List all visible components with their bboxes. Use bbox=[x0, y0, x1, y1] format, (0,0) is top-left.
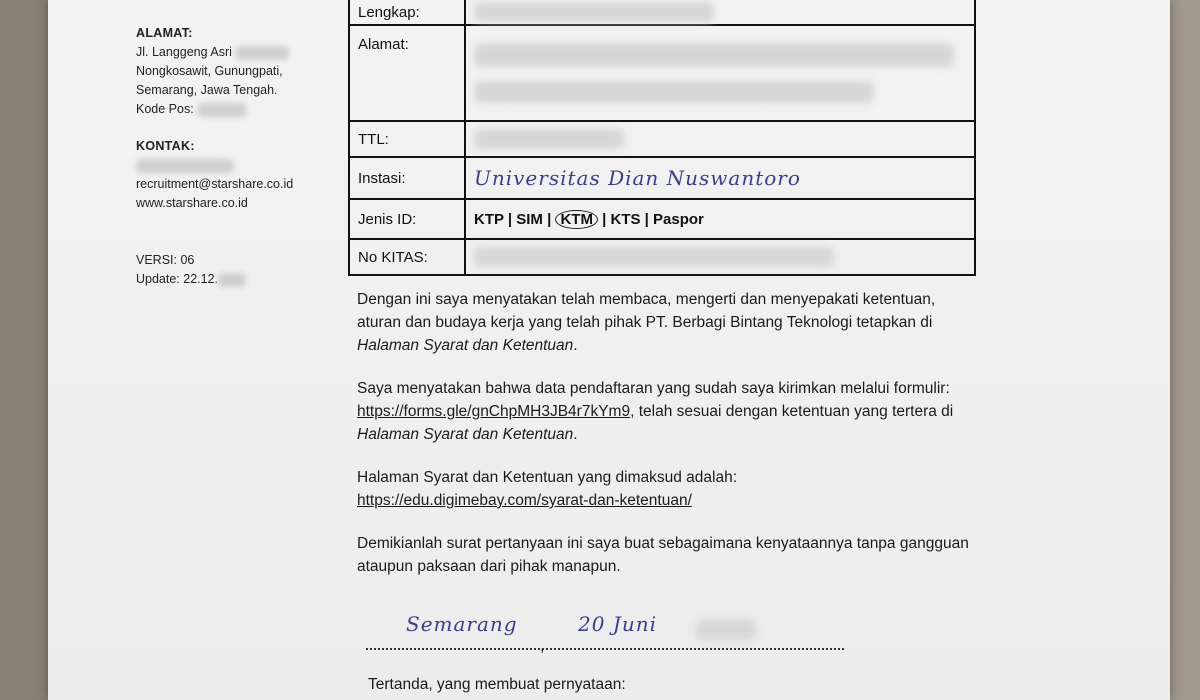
table-row bbox=[349, 239, 975, 275]
signature-date-line bbox=[366, 612, 844, 655]
sign-date: 20 Juni bbox=[578, 612, 657, 636]
tertanda-label: Tertanda, yang membuat pernyataan: bbox=[368, 676, 626, 693]
table-row bbox=[349, 157, 975, 199]
form-link[interactable]: https://forms.gle/gnChpMH3JB4r7kYm9 bbox=[357, 403, 631, 420]
label-instasi: Instasi: bbox=[349, 157, 465, 199]
alamat-heading: ALAMAT: bbox=[136, 26, 193, 40]
alamat-line-2: Nongkosawit, Gunungpati, bbox=[136, 64, 283, 78]
update-label: Update: 22.12. bbox=[136, 270, 336, 289]
label-alamat: Alamat: bbox=[349, 25, 465, 121]
redacted-block bbox=[136, 159, 234, 173]
contact-website: www.starshare.co.id bbox=[136, 196, 248, 210]
label-jenis-id: Jenis ID: bbox=[349, 199, 465, 239]
redacted-block bbox=[474, 247, 834, 267]
redacted-block bbox=[235, 46, 289, 60]
value-kitas bbox=[465, 239, 975, 275]
statement-body bbox=[357, 288, 977, 598]
redacted-block bbox=[474, 129, 624, 149]
redacted-block bbox=[696, 620, 756, 640]
kontak-heading: KONTAK: bbox=[136, 139, 195, 153]
version-label: VERSI: 06 bbox=[136, 253, 195, 267]
redacted-block bbox=[474, 81, 874, 103]
redacted-block bbox=[474, 2, 714, 22]
value-lengkap bbox=[465, 0, 975, 25]
value-ttl bbox=[465, 121, 975, 157]
table-row bbox=[349, 0, 975, 25]
terms-link[interactable]: https://edu.digimebay.com/syarat-dan-ketentuan/ bbox=[357, 492, 692, 509]
table-row bbox=[349, 199, 975, 239]
paragraph-4: Demikianlah surat pertanyaan ini saya buat sebagaimana kenyataannya tanpa gangguan ataupun paksaan dari pihak manapun. bbox=[357, 535, 969, 575]
redacted-block bbox=[197, 103, 247, 117]
redacted-block bbox=[218, 273, 246, 287]
label-kitas: No KITAS: bbox=[349, 239, 465, 275]
alamat-line-3: Semarang, Jawa Tengah. bbox=[136, 83, 278, 97]
jenis-ktm-circled: KTM bbox=[555, 210, 598, 229]
identity-form-table bbox=[348, 0, 976, 276]
jenis-ktp-sim: KTP | SIM | bbox=[474, 210, 552, 228]
value-alamat bbox=[465, 25, 975, 121]
sign-comma: , bbox=[540, 638, 545, 655]
alamat-line-1: Jl. Langgeng Asri bbox=[136, 43, 336, 62]
redacted-block bbox=[474, 43, 954, 67]
instasi-handwritten: Universitas Dian Nuswantoro bbox=[474, 166, 801, 190]
contact-email: recruitment@starshare.co.id bbox=[136, 177, 294, 191]
paragraph-2: Saya menyatakan bahwa data pendaftaran yang sudah saya kirimkan melalui formulir: https://forms.gle/gnChpMH3JB4r7kYm9, telah sesuai dengan ketentuan yang tertera di Halaman Syarat dan Ketentuan. bbox=[357, 380, 954, 443]
paragraph-3: Halaman Syarat dan Ketentuan yang dimaksud adalah: https://edu.digimebay.com/syarat-dan-ketentuan/ bbox=[357, 469, 737, 509]
label-lengkap: Lengkap: bbox=[349, 0, 465, 25]
table-row bbox=[349, 25, 975, 121]
label-ttl: TTL: bbox=[349, 121, 465, 157]
paragraph-1: Dengan ini saya menyatakan telah membaca, mengerti dan menyepakati ketentuan, aturan dan budaya kerja yang telah pihak PT. Berbagi Bintang Teknologi tetapkan di Halaman Syarat dan Ketentuan. bbox=[357, 291, 936, 354]
value-jenis-id bbox=[465, 199, 975, 239]
jenis-rest: | KTS | Paspor bbox=[602, 210, 704, 228]
value-instasi bbox=[465, 157, 975, 199]
sign-city: Semarang bbox=[406, 612, 518, 636]
sender-info bbox=[136, 24, 336, 289]
table-row bbox=[349, 121, 975, 157]
alamat-line-4: Kode Pos: bbox=[136, 100, 336, 119]
